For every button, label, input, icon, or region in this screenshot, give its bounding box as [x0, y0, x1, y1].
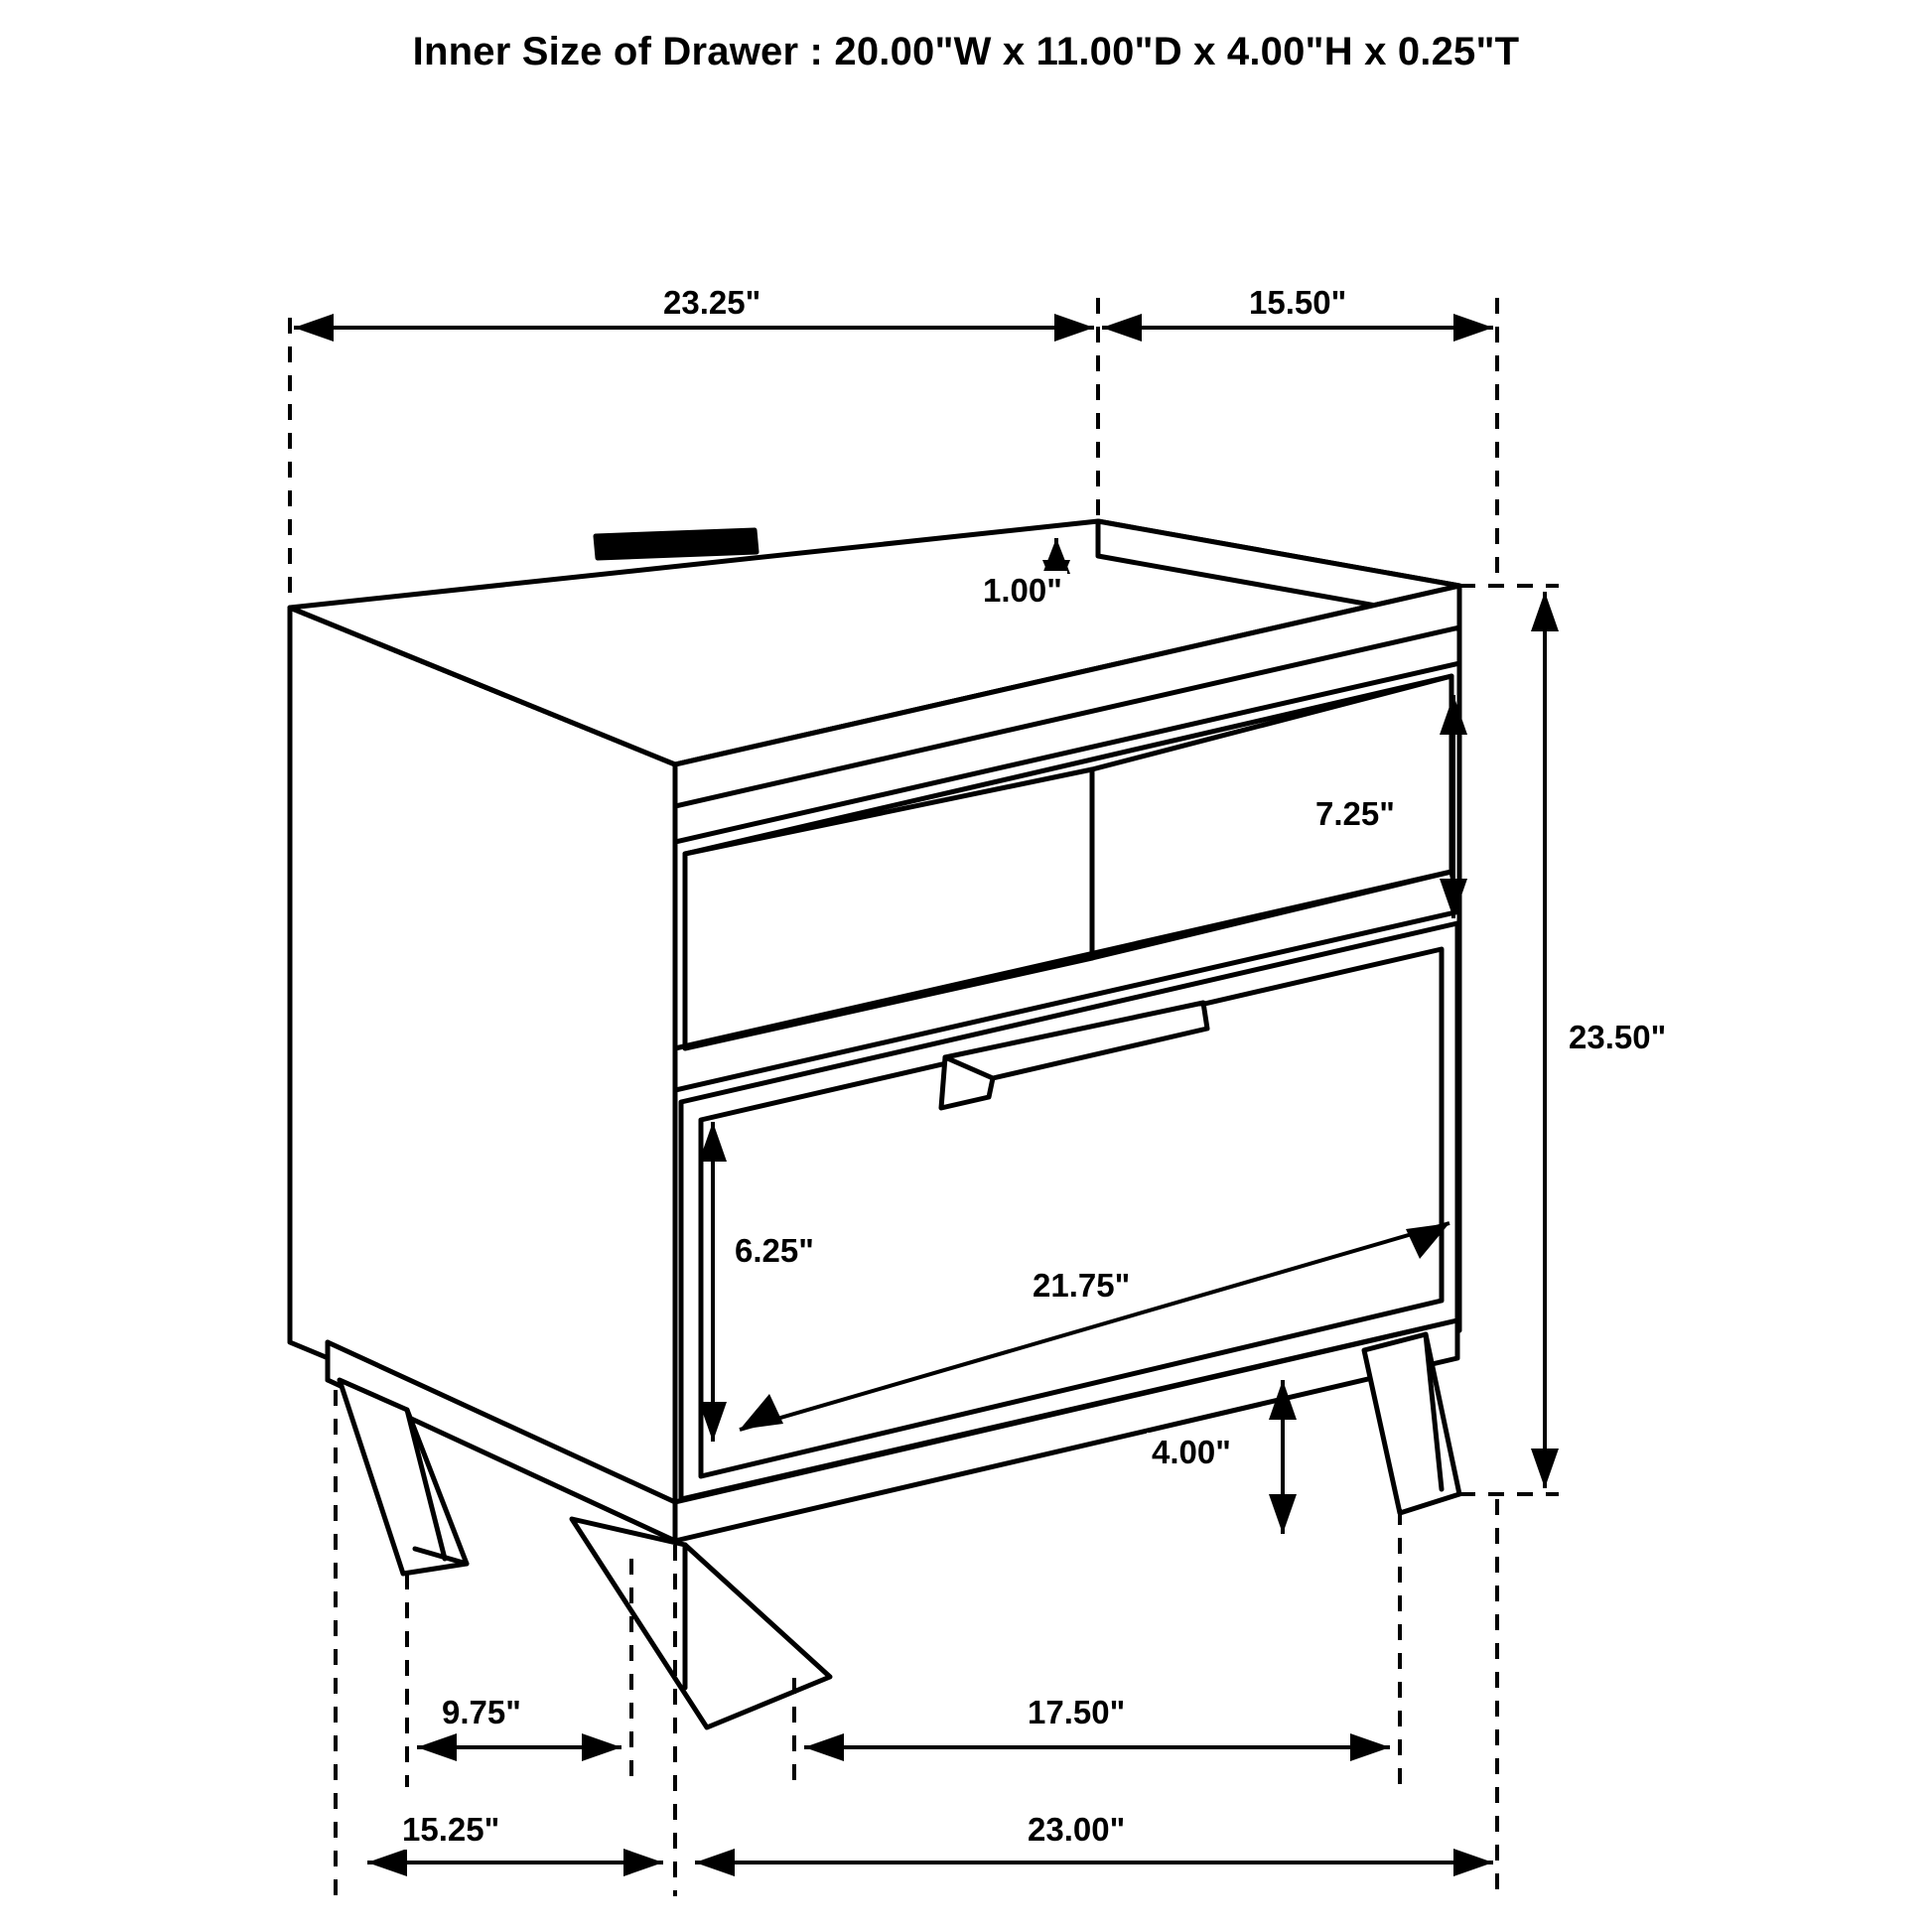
page-title: Inner Size of Drawer : 20.00"W x 11.00"D x 4.00"H x 0.25"T: [412, 30, 1520, 73]
dim-label-leg-footprint-depth: 9.75": [437, 1693, 526, 1732]
dim-label-leg-height: 4.00": [1147, 1433, 1236, 1472]
dim-label-top-lip-height: 1.00": [978, 571, 1067, 611]
dim-label-base-front-width: 17.50": [1023, 1693, 1130, 1732]
dim-label-open-shelf-height: 7.25": [1311, 794, 1400, 834]
dim-label-base-depth: 15.25": [397, 1810, 504, 1850]
dim-label-overall-height: 23.50": [1564, 1018, 1671, 1057]
dim-label-top-width: 23.25": [658, 283, 765, 323]
dim-label-drawer-front-width: 21.75": [1028, 1266, 1135, 1306]
dim-label-drawer-front-height: 6.25": [730, 1231, 819, 1271]
dim-label-top-depth: 15.50": [1244, 283, 1351, 323]
dim-label-base-width: 23.00": [1023, 1810, 1130, 1850]
